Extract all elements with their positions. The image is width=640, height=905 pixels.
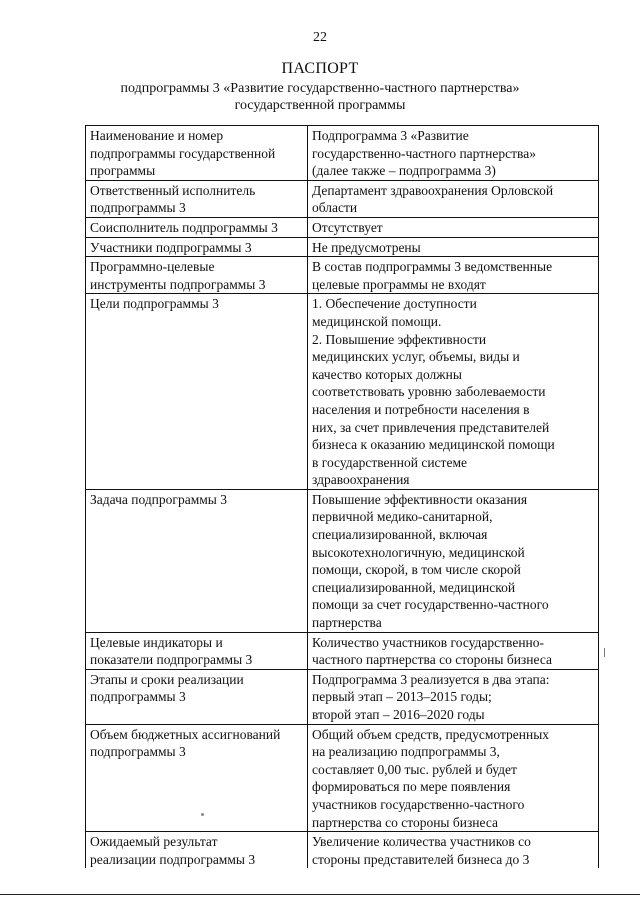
row-value-cell xyxy=(308,126,599,181)
row-value-line: составляет 0,00 тыс. рублей и будет xyxy=(312,761,517,777)
scan-artifact-mark xyxy=(604,648,605,657)
row-value-cell xyxy=(308,832,599,869)
row-label-cell xyxy=(86,294,308,490)
row-value-line: 1. Обеспечение доступности xyxy=(312,296,477,312)
row-value-line: Общий объем средств, предусмотренных xyxy=(312,726,550,742)
document-subtitle-line-2: государственной программы xyxy=(234,98,406,113)
row-value-cell xyxy=(308,180,599,217)
row-label-cell xyxy=(86,257,308,294)
passport-row xyxy=(86,832,599,869)
row-value-line: на реализацию подпрограммы 3, xyxy=(312,744,500,760)
row-value-line: соответствовать уровню заболеваемости xyxy=(312,384,546,400)
row-value-line: Количество участников государственно- xyxy=(312,634,545,650)
row-value-line: медицинских услуг, объемы, виды и xyxy=(312,349,520,365)
row-label-line: инструменты подпрограммы 3 xyxy=(90,276,266,292)
scan-artifact-dot xyxy=(201,813,204,816)
row-label-line: Этапы и сроки реализации xyxy=(90,671,244,687)
passport-row xyxy=(86,724,599,832)
row-value-line: области xyxy=(312,200,358,216)
row-label-line: Программно-целевые xyxy=(90,259,215,275)
row-value-line: Не предусмотрены xyxy=(312,239,421,255)
row-value-line: 2. Повышение эффективности xyxy=(312,331,487,347)
row-value-line: помощи за счет государственно-частного xyxy=(312,597,549,613)
row-value-cell xyxy=(308,237,599,257)
row-label-line: Соисполнитель подпрограммы 3 xyxy=(90,219,278,235)
passport-row xyxy=(86,237,599,257)
row-value-line: Подпрограмма 3 «Развитие xyxy=(312,128,469,143)
row-value-line: здравоохранения xyxy=(312,472,410,488)
row-label-line: Наименование и номер xyxy=(90,128,224,143)
passport-row xyxy=(86,217,599,237)
row-label-line: Задача подпрограммы 3 xyxy=(90,491,227,507)
row-label-line: Цели подпрограммы 3 xyxy=(90,296,219,312)
row-label-line: подпрограммы 3 xyxy=(90,689,186,705)
row-value-line: высокотехнологичную, медицинской xyxy=(312,544,525,560)
passport-row xyxy=(86,294,599,490)
row-label-cell xyxy=(86,180,308,217)
row-label-cell xyxy=(86,669,308,724)
passport-table-body xyxy=(86,126,599,869)
row-label-line: Ответственный исполнитель xyxy=(90,182,256,198)
row-value-cell xyxy=(308,632,599,669)
passport-row xyxy=(86,669,599,724)
row-label-cell xyxy=(86,237,308,257)
row-value-line: второй этап – 2016–2020 годы xyxy=(312,707,485,722)
passport-row xyxy=(86,632,599,669)
row-value-line: населения и потребности населения в xyxy=(312,401,530,417)
row-label-line: подпрограммы 3 xyxy=(90,744,186,760)
passport-table xyxy=(85,125,599,868)
row-value-line: стороны представителей бизнеса до 3 xyxy=(312,851,530,867)
row-value-line: в государственной системе xyxy=(312,454,467,470)
row-label-cell xyxy=(86,217,308,237)
row-value-line: формироваться по мере появления xyxy=(312,779,511,795)
row-label-line: Участники подпрограммы 3 xyxy=(90,239,252,255)
row-label-line: показатели подпрограммы 3 xyxy=(90,652,253,668)
row-label-line: Целевые индикаторы и xyxy=(90,634,223,650)
row-value-line: качество которых должны xyxy=(312,366,462,382)
row-label-line: программы xyxy=(90,163,156,179)
row-value-line: государственно-частного партнерства» xyxy=(312,145,536,161)
row-value-line: Департамент здравоохранения Орловской xyxy=(312,182,554,198)
row-label-line: Объем бюджетных ассигнований xyxy=(90,726,281,742)
row-value-cell xyxy=(308,724,599,832)
passport-row xyxy=(86,489,599,632)
row-value-line: первый этап – 2013–2015 годы; xyxy=(312,689,492,705)
row-value-cell xyxy=(308,257,599,294)
row-value-line: помощи, скорой, в том числе скорой xyxy=(312,562,521,578)
row-value-line: первичной медико-санитарной, xyxy=(312,509,493,525)
document-title: ПАСПОРТ xyxy=(281,60,359,77)
row-value-line: участников государственно-частного xyxy=(312,796,525,812)
row-value-line: партнерства со стороны бизнеса xyxy=(312,814,498,830)
row-value-line: медицинской помощи. xyxy=(312,313,442,329)
row-label-line: подпрограммы 3 xyxy=(90,200,186,216)
row-value-line: специализированной, включая xyxy=(312,527,488,543)
passport-row xyxy=(86,257,599,294)
row-label-cell xyxy=(86,832,308,869)
row-label-cell xyxy=(86,126,308,181)
row-label-cell xyxy=(86,632,308,669)
row-label-cell xyxy=(86,724,308,832)
row-label-line: Ожидаемый результат xyxy=(90,834,218,850)
document-subtitle-line-1: подпрограммы 3 «Развитие государственно-частного партнерства» xyxy=(120,81,520,96)
row-value-cell xyxy=(308,489,599,632)
row-value-line: Повышение эффективности оказания xyxy=(312,491,528,507)
passport-row xyxy=(86,126,599,181)
row-value-line: (далее также – подпрограмма 3) xyxy=(312,163,496,179)
page-bottom-rule xyxy=(0,894,640,895)
row-label-line: реализации подпрограммы 3 xyxy=(90,851,256,867)
row-value-line: них, за счет привлечения представителей xyxy=(312,419,550,435)
row-label-cell xyxy=(86,489,308,632)
row-label-line: подпрограммы государственной xyxy=(90,145,276,161)
page-number: 22 xyxy=(313,30,327,45)
row-value-line: бизнеса к оказанию медицинской помощи xyxy=(312,437,555,453)
row-value-cell xyxy=(308,294,599,490)
row-value-line: Увеличение количества участников со xyxy=(312,834,531,850)
row-value-line: партнерства xyxy=(312,615,382,631)
row-value-line: Подпрограмма 3 реализуется в два этапа: xyxy=(312,671,550,687)
passport-row xyxy=(86,180,599,217)
row-value-cell xyxy=(308,217,599,237)
row-value-line: целевые программы не входят xyxy=(312,276,486,292)
row-value-line: специализированной, медицинской xyxy=(312,579,516,595)
row-value-line: Отсутствует xyxy=(312,219,383,235)
row-value-line: частного партнерства со стороны бизнеса xyxy=(312,652,552,668)
row-value-line: В состав подпрограммы 3 ведомственные xyxy=(312,259,553,275)
row-value-cell xyxy=(308,669,599,724)
